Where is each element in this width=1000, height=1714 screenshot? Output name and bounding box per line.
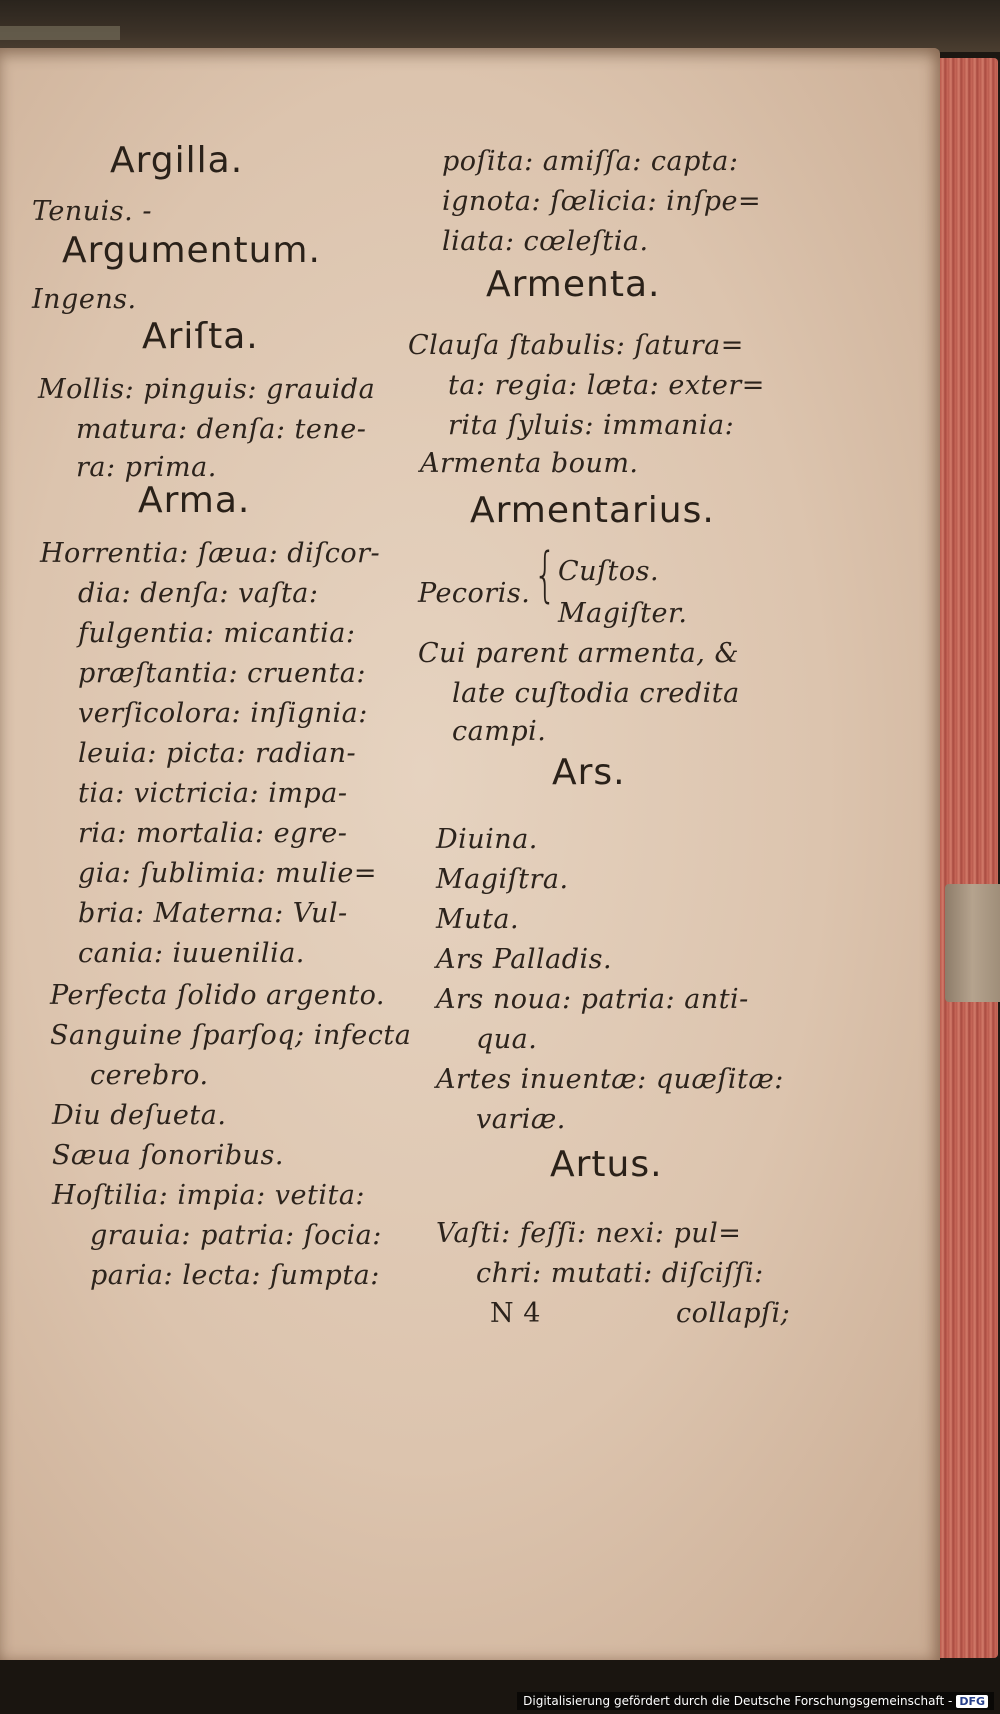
entry-line: poſita: amiſſa: capta:	[442, 146, 739, 177]
entry-line: Magiſter.	[558, 598, 688, 629]
entry-line: Magiſtra.	[436, 864, 569, 895]
entry-line: liata: cœleſtia.	[442, 226, 649, 257]
entry-line: chri: mutati: diſciſſi:	[476, 1258, 764, 1289]
entry-line: Hoſtilia: impia: vetita:	[52, 1180, 366, 1211]
entry-line: dia: denſa: vaſta:	[78, 578, 319, 609]
entry-heading-argumentum: Argumentum.	[62, 230, 321, 271]
entry-line: tia: victricia: impa-	[78, 778, 348, 809]
entry-line: verſicolora: inſignia:	[78, 698, 368, 729]
page-edges	[940, 58, 998, 1658]
entry-line: Tenuis. -	[32, 196, 152, 227]
entry-line: rita ſyluis: immania:	[448, 410, 735, 441]
entry-line: Ars noua: patria: anti-	[436, 984, 749, 1015]
entry-line: late cuſtodia credita	[452, 678, 740, 709]
entry-line: matura: denſa: tene-	[76, 414, 367, 445]
entry-line: Pecoris.	[418, 578, 531, 609]
entry-line: qua.	[476, 1024, 538, 1055]
entry-line: Diu deſueta.	[52, 1100, 227, 1131]
entry-heading-argilla: Argilla.	[110, 140, 244, 181]
entry-line: Perfecta ſolido argento.	[50, 980, 385, 1011]
page-signature: N 4	[490, 1298, 541, 1329]
paper-tab	[945, 884, 1000, 1002]
entry-line: ignota: ſœlicia: inſpe=	[442, 186, 762, 217]
entry-line: cerebro.	[90, 1060, 209, 1091]
entry-line: Diuina.	[436, 824, 538, 855]
entry-line: præſtantia: cruenta:	[78, 658, 366, 689]
entry-line: bria: Materna: Vul-	[78, 898, 348, 929]
binding-strip	[0, 26, 120, 40]
entry-heading-arista: Ariſta.	[142, 316, 259, 357]
entry-line: Muta.	[436, 904, 520, 935]
entry-line: Clauſa ſtabulis: ſatura=	[408, 330, 744, 361]
entry-line: gia: ſublimia: mulie=	[78, 858, 378, 889]
entry-line: Sanguine ſparſoq; infecta	[50, 1020, 412, 1051]
credit-text: Digitalisierung gefördert durch die Deutsche Forschungsgemeinschaft -	[523, 1694, 953, 1708]
entry-line: Ingens.	[32, 284, 137, 315]
catchword: collapſi;	[676, 1298, 791, 1329]
digitization-credit	[517, 1692, 994, 1710]
entry-line: Ars Palladis.	[436, 944, 613, 975]
entry-line: ra: prima.	[76, 452, 217, 483]
entry-line: Cuſtos.	[558, 556, 660, 587]
brace-icon: {	[533, 540, 557, 610]
entry-line: cania: iuuenilia.	[78, 938, 305, 969]
entry-line: Mollis: pinguis: grauida	[38, 374, 376, 405]
entry-line: grauia: patria: ſocia:	[90, 1220, 382, 1251]
entry-line: leuia: picta: radian-	[78, 738, 357, 769]
entry-line: ria: mortalia: egre-	[78, 818, 348, 849]
entry-line: Artes inuentæ: quæſitæ:	[436, 1064, 784, 1095]
entry-heading-armentarius: Armentarius.	[470, 490, 715, 531]
entry-line: Vaſti: feſſi: nexi: pul=	[436, 1218, 742, 1249]
entry-heading-arma: Arma.	[138, 480, 251, 521]
entry-line: campi.	[452, 716, 547, 747]
book-binding-top	[0, 0, 1000, 52]
entry-heading-ars: Ars.	[552, 752, 626, 793]
entry-line: ta: regia: læta: exter=	[448, 370, 765, 401]
entry-line: Horrentia: ſæua: diſcor-	[40, 538, 381, 569]
entry-line: paria: lecta: ſumpta:	[90, 1260, 380, 1291]
entry-heading-artus: Artus.	[550, 1144, 663, 1185]
entry-line: fulgentia: micantia:	[78, 618, 356, 649]
entry-line: Armenta boum.	[420, 448, 639, 479]
book-page	[0, 48, 940, 1660]
entry-heading-armenta: Armenta.	[486, 264, 661, 305]
entry-line: Sæua ſonoribus.	[52, 1140, 284, 1171]
dfg-logo: DFG	[956, 1695, 988, 1708]
entry-line: Cui parent armenta, &	[418, 638, 739, 669]
entry-line: variæ.	[476, 1104, 566, 1135]
